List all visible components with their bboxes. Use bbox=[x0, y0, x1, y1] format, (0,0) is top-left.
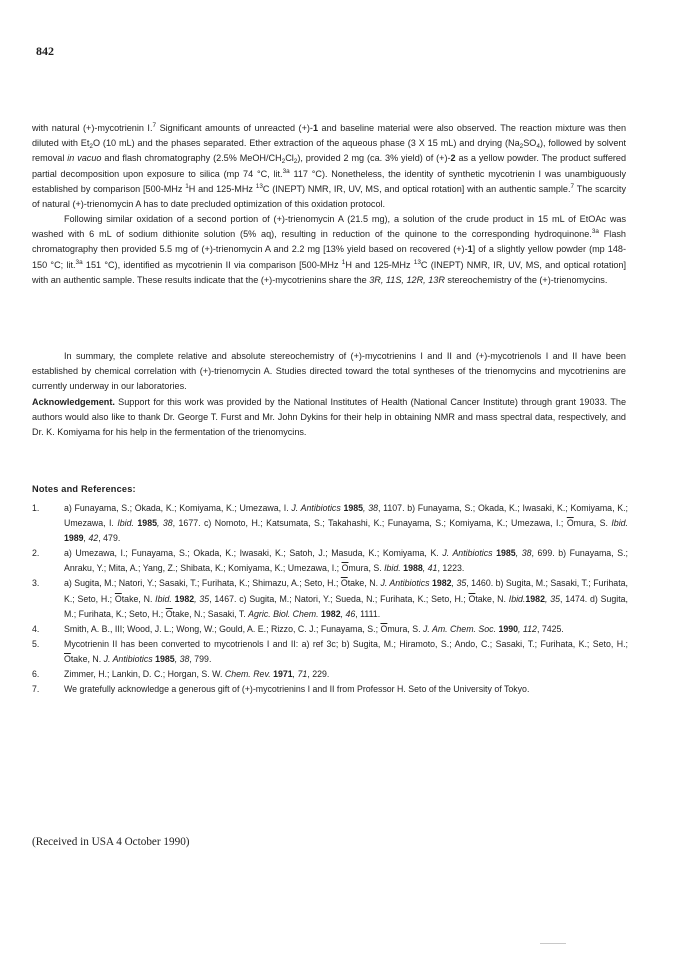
acknowledgement bbox=[32, 395, 626, 441]
stereo-descriptor: 3R, 11S, 12R, 13R bbox=[369, 274, 445, 285]
reference-text: a) Funayama, S.; Okada, K.; Komiyama, K.; Umezawa, I. J. Antibiotics 1985, 38, 1107. b) Funayama, S.; Okada, K.; Iwasaki, K.; Komiyama, K.; Umezawa, I. Ibid. 1985, 38, 1677. c) Nomoto, H.; Katsumata, S.; Takahashi, K.; Funayama, S.; Komiyama, K.; Umezawa, I.; $\overline{O}mura$, S. Ibid. 1989, 42, 479. bbox=[64, 503, 628, 544]
subscript: 2 bbox=[293, 158, 298, 166]
text-run: O (10 mL) and the phases separated. Ether extraction of the aqueous phase (3 X 15 mL) and drying (Na bbox=[92, 138, 520, 149]
reference-number: 5. bbox=[32, 638, 40, 649]
text-run: with natural (+)-mycotrienin I. bbox=[32, 123, 153, 133]
citation-superscript: 3a bbox=[282, 167, 290, 175]
text-run: ), provided 2 mg (ca. 3% yield) of (+)- bbox=[297, 153, 451, 164]
reference-text: Mycotrienin II has been converted to mycotrienols I and II: a) ref 3c; b) Sugita, M.; Hiramoto, S.; Ando, C.; Sasaki, T.; Furihata, K.; Seto, H.; $\overline{O}take$, N. J. Antibiotics 1985, 38, 799. bbox=[64, 638, 628, 664]
reference-item bbox=[32, 501, 628, 546]
text-run: 117 °C). Nonetheless, the identity of synthetic mycotrienin I was unambiguously established by comparison [500-MHz bbox=[32, 168, 626, 194]
text-run: ] of a slightly yellow powder (mp 148-150 °C; lit. bbox=[32, 244, 626, 270]
citation-superscript: 7 bbox=[152, 122, 157, 129]
text-run: and baseline material were also observed. The reaction mixture was then diluted with Et bbox=[32, 123, 626, 149]
text-run: Cl bbox=[285, 153, 294, 164]
compound-number: 1 bbox=[467, 244, 473, 255]
text-run: as a yellow powder. The product suffered partial decomposition upon exposure to silica (mp 74 °C, lit. bbox=[32, 153, 627, 179]
reference-number: 6. bbox=[32, 669, 40, 680]
text-run: Significant amounts of unreacted (+)- bbox=[156, 123, 313, 133]
text-run: C (INEPT) NMR, IR, UV, MS, and optical rotation] with an authentic sample. bbox=[262, 183, 571, 194]
subscript: 2 bbox=[519, 143, 524, 151]
reference-item bbox=[32, 546, 628, 576]
text-run: C (INEPT) NMR, IR, UV, MS, and optical rotation] with an authentic sample. These results indicate that the (+)-mycotrienins share the bbox=[32, 259, 627, 285]
reference-item bbox=[32, 622, 628, 637]
reference-text: We gratefully acknowledge a generous gift of (+)-mycotrienins I and II from Professor H. Seto of the University of Tokyo. bbox=[64, 684, 530, 695]
citation-superscript: 3a bbox=[591, 228, 599, 236]
citation-superscript: 3a bbox=[75, 258, 83, 266]
reference-item bbox=[32, 576, 628, 621]
text-run: and flash chromatography (2.5% MeOH/CH bbox=[101, 153, 282, 164]
reference-number: 7. bbox=[32, 684, 40, 695]
reference-item bbox=[32, 682, 628, 697]
isotope-superscript: 13 bbox=[413, 258, 421, 266]
reference-number: 2. bbox=[32, 548, 40, 559]
reference-item bbox=[32, 637, 628, 667]
text-run: ), followed by solvent removal bbox=[32, 138, 626, 164]
text-run: Following similar oxidation of a second portion of (+)-trienomycin A (21.5 mg), a solution of the crude product in 15 mL of EtOAc was washed with 6 mL of sodium dithionite solution (5% aq), resulting in reduction of the quinone to the corresponding hydroquinone. bbox=[32, 214, 626, 240]
reference-number: 3. bbox=[32, 578, 40, 589]
page-number: 842 bbox=[36, 44, 54, 58]
reference-number: 4. bbox=[32, 623, 40, 634]
references-list bbox=[32, 501, 628, 697]
received-date: (Received in USA 4 October 1990) bbox=[32, 836, 190, 848]
reference-item bbox=[32, 667, 628, 682]
reference-text: a) Umezawa, I.; Funayama, S.; Okada, K.; Iwasaki, K.; Satoh, J.; Masuda, K.; Komiyama, K. J. Antibiotics 1985, 38, 699. b) Funayama, S.; Anraku, Y.; Mita, A.; Yang, Z.; Shibata, K.; Komiyama, K.; Umezawa, I.; $\overline{O}mura$, S. Ibid. 1988, 41, 1223. bbox=[64, 548, 628, 574]
reference-text: Zimmer, H.; Lankin, D. C.; Horgan, S. W. Chem. Rev. 1971, 71, 229. bbox=[64, 669, 330, 680]
reference-text: Smith, A. B., III; Wood, J. L.; Wong, W.; Gould, A. E.; Rizzo, C. J.; Funayama, S.; $\overline{O}mura$, S. J. Am. Chem. Soc. 1990, 112, 7425. bbox=[64, 623, 564, 634]
reference-text: a) Sugita, M.; Natori, Y.; Sasaki, T.; Furihata, K.; Shimazu, A.; Seto, H.; $\overline{O}take$, N. J. Antibiotics 1982, 35, 1460. b) Sugita, M.; Sasaki, T.; Furihata, K.; Seto, H.; $\overline{O}take$, N. Ibid. 1982, 35, 1467. c) Sugita, M.; Natori, Y.; Sueda, N.; Furihata, K.; Seto, H.; $\overline{O}take$, N. Ibid.1982, 35, 1474. d) Sugita, M.; Furihata, K.; Seto, H.; $\overline{O}take$, N.; Sasaki, T. Agric. Biol. Chem. 1982, 46, 1111. bbox=[64, 578, 628, 619]
scan-artifact bbox=[540, 943, 566, 944]
subscript: 2 bbox=[89, 143, 93, 151]
body-paragraph-mycotrienin-ii bbox=[32, 212, 626, 288]
isotope-superscript: 1 bbox=[341, 258, 346, 266]
text-run: The scarcity of natural (+)-trienomycin A has to date precluded optimization of this oxidation protocol. bbox=[32, 183, 626, 210]
compound-number: 2 bbox=[450, 153, 456, 164]
acknowledgement-text: Support for this work was provided by the National Institutes of Health (National Cancer Institute) through grant 19033. The authors would also like to thank Dr. George T. Furst and Mr. John Dykins for their help in obtaining NMR and mass spectral data, respectively, and Dr. K. Komiyama for his help in the fermentation of the trienomycins. bbox=[32, 397, 626, 438]
text-run: Flash chromatography then provided 5.5 mg of (+)-trienomycin A and 2.2 mg [13% yield based on recovered (+)- bbox=[32, 229, 626, 255]
isotope-superscript: 1 bbox=[185, 182, 189, 190]
text-run: stereochemistry of the (+)-trienomycins. bbox=[444, 274, 608, 285]
subscript: 2 bbox=[281, 158, 286, 166]
notes-heading: Notes and References: bbox=[32, 484, 136, 494]
reference-number: 1. bbox=[32, 503, 40, 513]
compound-number: 1 bbox=[312, 123, 318, 133]
citation-superscript: 7 bbox=[570, 182, 575, 190]
subscript: 4 bbox=[536, 143, 540, 151]
text-run: H and 125-MHz bbox=[345, 259, 414, 270]
body-paragraph-summary: In summary, the complete relative and absolute stereochemistry of (+)-mycotrienins I and II and (+)-mycotrienols I and II have been established by chemical correlation with (+)-trienomycin A. Studies directed toward the total syntheses of the trienomycins and mycotrienins are currently underway in our laboratories. bbox=[32, 351, 626, 392]
text-run: 151 °C), identified as mycotrienin II via comparison [500-MHz bbox=[82, 259, 342, 270]
isotope-superscript: 13 bbox=[255, 182, 263, 190]
italic-phrase: in vacuo bbox=[67, 153, 102, 164]
acknowledgement-heading: Acknowledgement. bbox=[32, 397, 115, 407]
body-paragraph-continued bbox=[32, 121, 626, 212]
text-run: SO bbox=[523, 138, 537, 149]
text-run: H and 125-MHz bbox=[188, 183, 256, 194]
